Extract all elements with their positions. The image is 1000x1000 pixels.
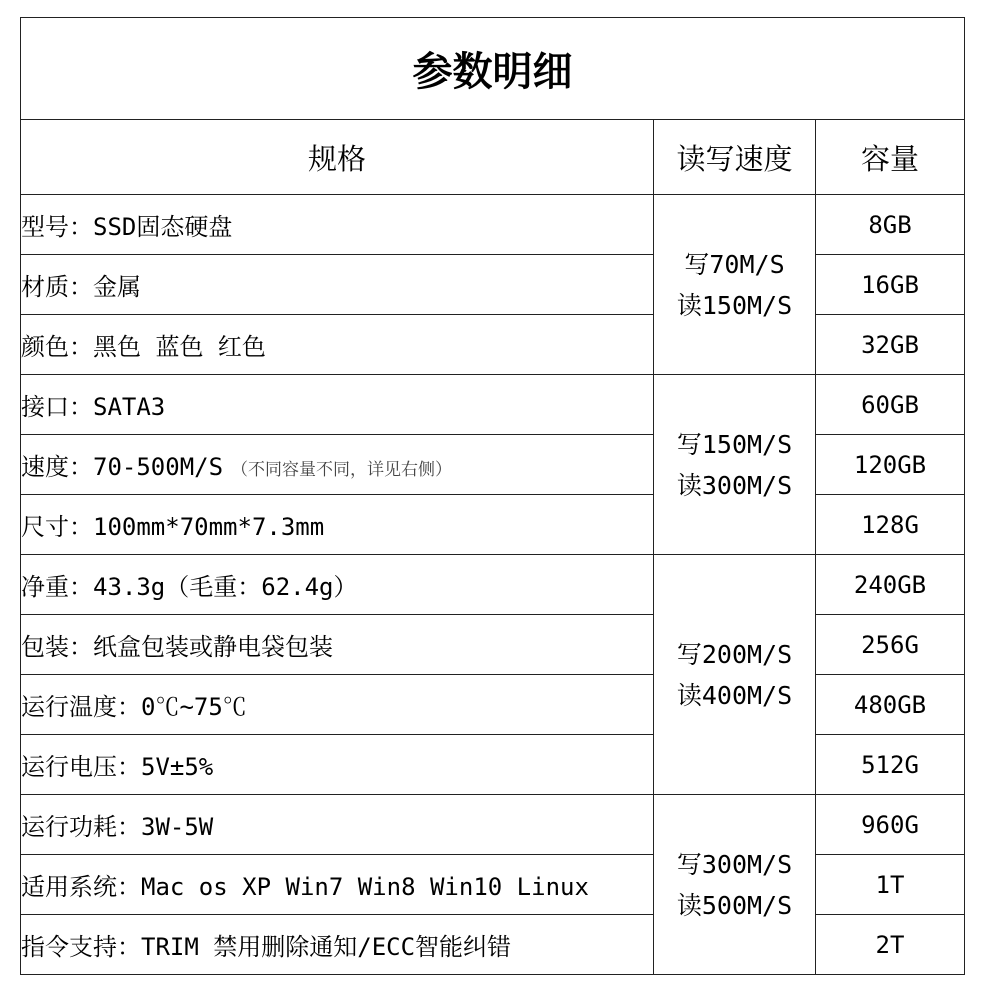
read-speed: 读150M/S [676,290,793,320]
spec-cell: 运行电压：5V±5% [21,735,654,795]
write-speed: 写200M/S [676,639,793,669]
table-row [21,675,965,735]
spec-cell: 净重：43.3g（毛重：62.4g） [21,555,654,615]
capacity-cell: 256G [816,615,965,675]
table-row [21,435,965,495]
table-row [21,315,965,375]
read-speed: 读500M/S [676,890,793,920]
spec-text: 速度：70-500M/S [21,453,224,481]
header-capacity: 容量 [816,120,965,195]
speed-group [654,555,816,795]
capacity-cell: 240GB [816,555,965,615]
spec-table [20,17,965,975]
read-speed: 读300M/S [676,470,793,500]
capacity-cell: 2T [816,915,965,975]
header-speed: 读写速度 [654,120,816,195]
capacity-cell: 32GB [816,315,965,375]
capacity-cell: 60GB [816,375,965,435]
table-row [21,195,965,255]
table-row [21,255,965,315]
table-row [21,735,965,795]
capacity-cell: 16GB [816,255,965,315]
spec-cell [21,435,654,495]
spec-cell: 指令支持：TRIM 禁用删除通知/ECC智能纠错 [21,915,654,975]
write-speed: 写300M/S [676,849,793,879]
spec-note: （不同容量不同，详见右侧） [231,460,453,480]
spec-cell: 颜色：黑色 蓝色 红色 [21,315,654,375]
table-title: 参数明细 [21,18,965,120]
table-row [21,495,965,555]
table-row [21,795,965,855]
spec-cell: 运行温度：0℃~75℃ [21,675,654,735]
table-row [21,915,965,975]
capacity-cell: 512G [816,735,965,795]
write-speed: 写150M/S [676,429,793,459]
spec-cell: 包装：纸盒包装或静电袋包装 [21,615,654,675]
speed-group [654,195,816,375]
header-spec: 规格 [21,120,654,195]
spec-cell: 材质：金属 [21,255,654,315]
write-speed: 写70M/S [684,249,785,279]
speed-group [654,375,816,555]
spec-cell: 尺寸：100mm*70mm*7.3mm [21,495,654,555]
capacity-cell: 120GB [816,435,965,495]
spec-cell: 接口：SATA3 [21,375,654,435]
capacity-cell: 8GB [816,195,965,255]
spec-cell: 型号：SSD固态硬盘 [21,195,654,255]
table-row [21,855,965,915]
capacity-cell: 128G [816,495,965,555]
table-row [21,375,965,435]
capacity-cell: 960G [816,795,965,855]
capacity-cell: 1T [816,855,965,915]
spec-cell: 运行功耗：3W-5W [21,795,654,855]
table-row [21,615,965,675]
capacity-cell: 480GB [816,675,965,735]
table-row [21,555,965,615]
spec-cell: 适用系统：Mac os XP Win7 Win8 Win10 Linux [21,855,654,915]
read-speed: 读400M/S [676,680,793,710]
speed-group [654,795,816,975]
